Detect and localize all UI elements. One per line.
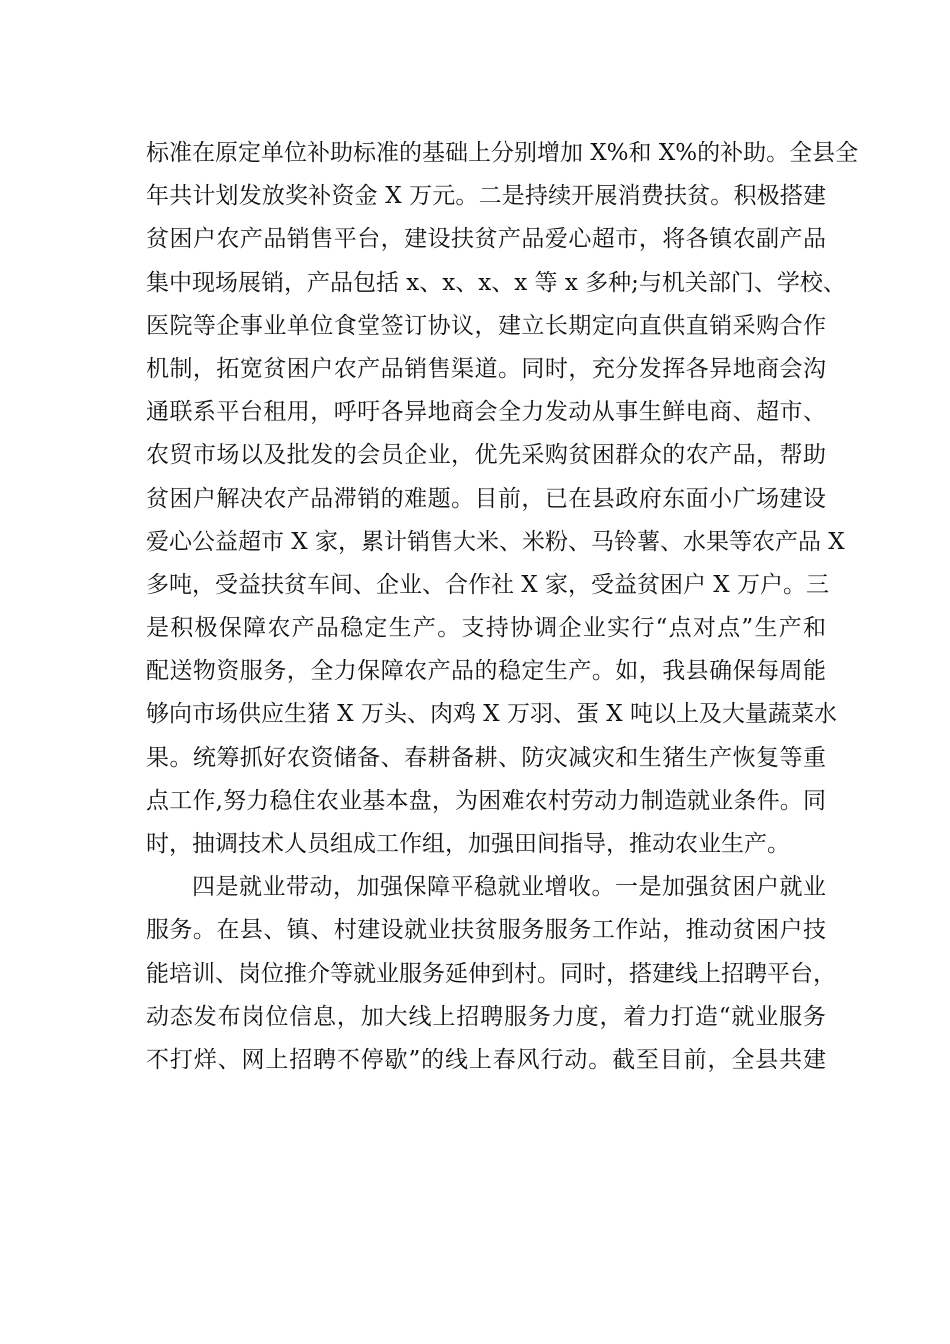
text-line: 标准在原定单位补助标准的基础上分别增加 X%和 X%的补助。全县全	[146, 140, 859, 166]
text-line: 点工作,努力稳住农业基本盘，为困难农村劳动力制造就业条件。同	[146, 787, 826, 814]
text-line: 是积极保障农产品稳定生产。支持协调企业实行“点对点”生产和	[146, 615, 826, 642]
text-line: 能培训、岗位推介等就业服务延伸到村。同时，搭建线上招聘平台，	[146, 960, 836, 987]
paragraph-1	[146, 132, 859, 866]
text-line: 医院等企事业单位食堂签订协议，建立长期定向直供直销采购合作	[146, 312, 826, 339]
text-line: 配送物资服务，全力保障农产品的稳定生产。如，我县确保每周能	[146, 658, 826, 685]
text-line: 爱心公益超市 X 家，累计销售大米、米粉、马铃薯、水果等农产品 X	[146, 528, 845, 555]
text-line: 机制，拓宽贫困户农产品销售渠道。同时，充分发挥各异地商会沟	[146, 355, 826, 382]
text-line: 多吨，受益扶贫车间、企业、合作社 X 家，受益贫困户 X 万户。三	[146, 571, 829, 598]
text-line: 时，抽调技术人员组成工作组，加强田间指导，推动农业生产。	[146, 831, 790, 857]
text-line: 贫困户解决农产品滞销的难题。目前，已在县政府东面小广场建设	[146, 485, 826, 512]
text-line: 农贸市场以及批发的会员企业，优先采购贫困群众的农产品，帮助	[146, 442, 826, 469]
text-line: 年共计划发放奖补资金 X 万元。二是持续开展消费扶贫。积极搭建	[146, 183, 826, 210]
text-line: 不打烊、网上招聘不停歇”的线上春风行动。截至目前，全县共建	[146, 1046, 826, 1073]
text-line: 服务。在县、镇、村建设就业扶贫服务服务工作站，推动贫困户技	[146, 917, 826, 944]
text-line: 通联系平台租用，呼吁各异地商会全力发动从事生鲜电商、超市、	[146, 399, 826, 426]
text-line: 果。统筹抓好农资储备、春耕备耕、防灾减灾和生猪生产恢复等重	[146, 744, 826, 771]
text-line: 够向市场供应生猪 X 万头、肉鸡 X 万羽、蛋 X 吨以上及大量蔬菜水	[146, 701, 837, 728]
document-body	[146, 132, 859, 1082]
text-line: 四是就业带动，加强保障平稳就业增收。一是加强贫困户就业	[192, 874, 826, 901]
text-line: 贫困户农产品销售平台，建设扶贫产品爱心超市，将各镇农副产品	[146, 226, 826, 253]
paragraph-2	[146, 866, 836, 1082]
text-line: 集中现场展销，产品包括 x、x、x、x 等 x 多种;与机关部门、学校、	[146, 269, 846, 296]
text-line: 动态发布岗位信息，加大线上招聘服务力度，着力打造“就业服务	[146, 1003, 826, 1030]
